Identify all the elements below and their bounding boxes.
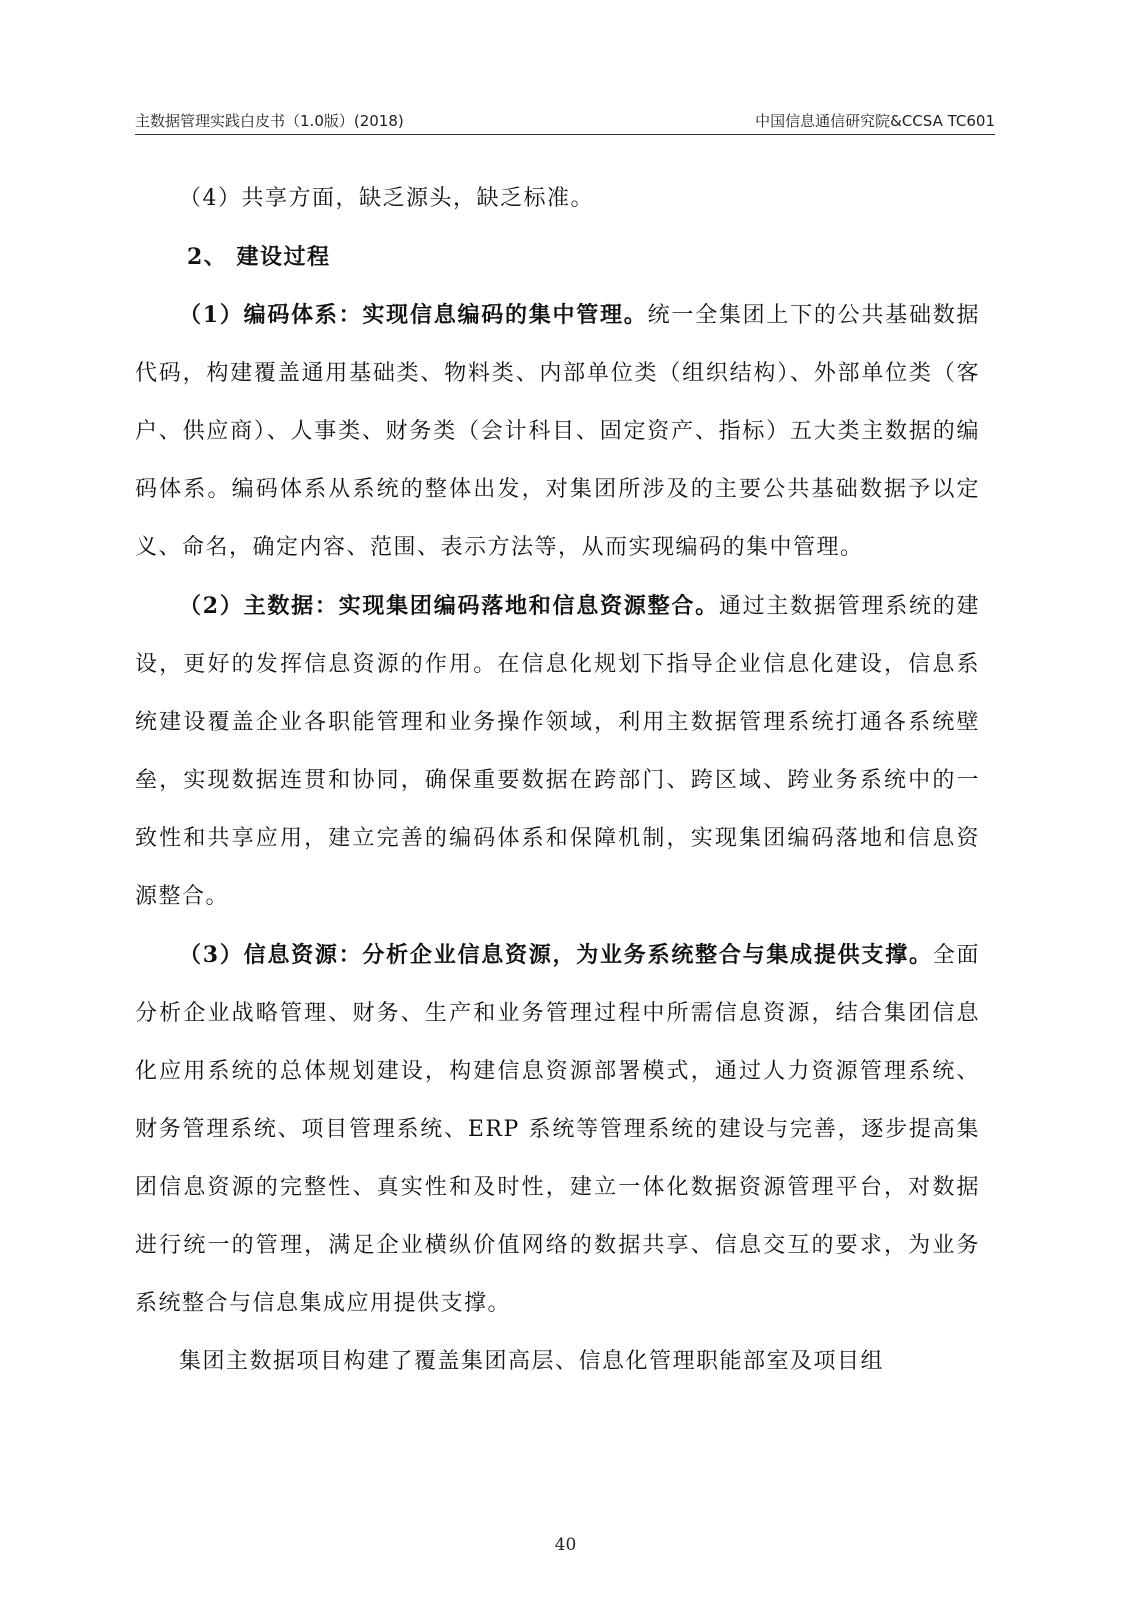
page-number: 40 (554, 1535, 577, 1555)
paragraph-master-data-text: 通过主数据管理系统的建设，更好的发挥信息资源的作用。在信息化规划下指导企业信息化建设，信息系统建设覆盖企业各职能管理和业务操作领域，利用主数据管理系统打通各系统壁垒，实现数据连贯和协同，确保重要数据在跨部门、跨区域、跨业务系统中的一致性和共享应用，建立完善的编码体系和保障机制，实现集团编码落地和信息资源整合。 (135, 594, 980, 909)
page-header (135, 106, 995, 132)
paragraph-master-data-title: （2）主数据：实现集团编码落地和信息资源整合。 (179, 593, 719, 619)
list-item-sharing: （4）共享方面，缺乏源头，缺乏标准。 (179, 186, 594, 211)
paragraph-information-resources-text: 全面分析企业战略管理、财务、生产和业务管理过程中所需信息资源，结合集团信息化应用系统的总体规划建设，构建信息资源部署模式，通过人力资源管理系统、财务管理系统、项目管理系统、ERP 系统等管理系统的建设与完善，逐步提高集团信息资源的完整性、真实性和及时性，建立一体化数据资源管理平台，对数据进行统一的管理，满足企业横纵价值网络的数据共享、信息交互的要求，为业务系统整合与信息集成应用提供支撑。 (135, 943, 980, 1316)
paragraph-coding-system (135, 286, 980, 577)
paragraph-information-resources (135, 926, 980, 1333)
header-document-title: 主数据管理实践白皮书（1.0版）(2018) (135, 112, 404, 130)
header-organization: 中国信息通信研究院&CCSA TC601 (755, 112, 995, 130)
header-divider (135, 134, 995, 135)
paragraph-information-resources-title: （3）信息资源：分析企业信息资源，为业务系统整合与集成提供支撑。 (179, 942, 933, 968)
paragraph-coding-system-text: 统一全集团上下的公共基础数据代码，构建覆盖通用基础类、物料类、内部单位类（组织结构）、外部单位类（客户、供应商）、人事类、财务类（会计科目、固定资产、指标）五大类主数据的编码体系。编码体系从系统的整体出发，对集团所涉及的主要公共基础数据予以定义、命名，确定内容、范围、表示方法等，从而实现编码的集中管理。 (135, 303, 980, 560)
paragraph-coding-system-title: （1）编码体系：实现信息编码的集中管理。 (179, 302, 648, 328)
paragraph-master-data (135, 577, 980, 926)
paragraph-project: 集团主数据项目构建了覆盖集团高层、信息化管理职能部室及项目组 (179, 1349, 885, 1374)
page-body (135, 170, 980, 1391)
section-heading: 2、 建设过程 (187, 244, 331, 270)
